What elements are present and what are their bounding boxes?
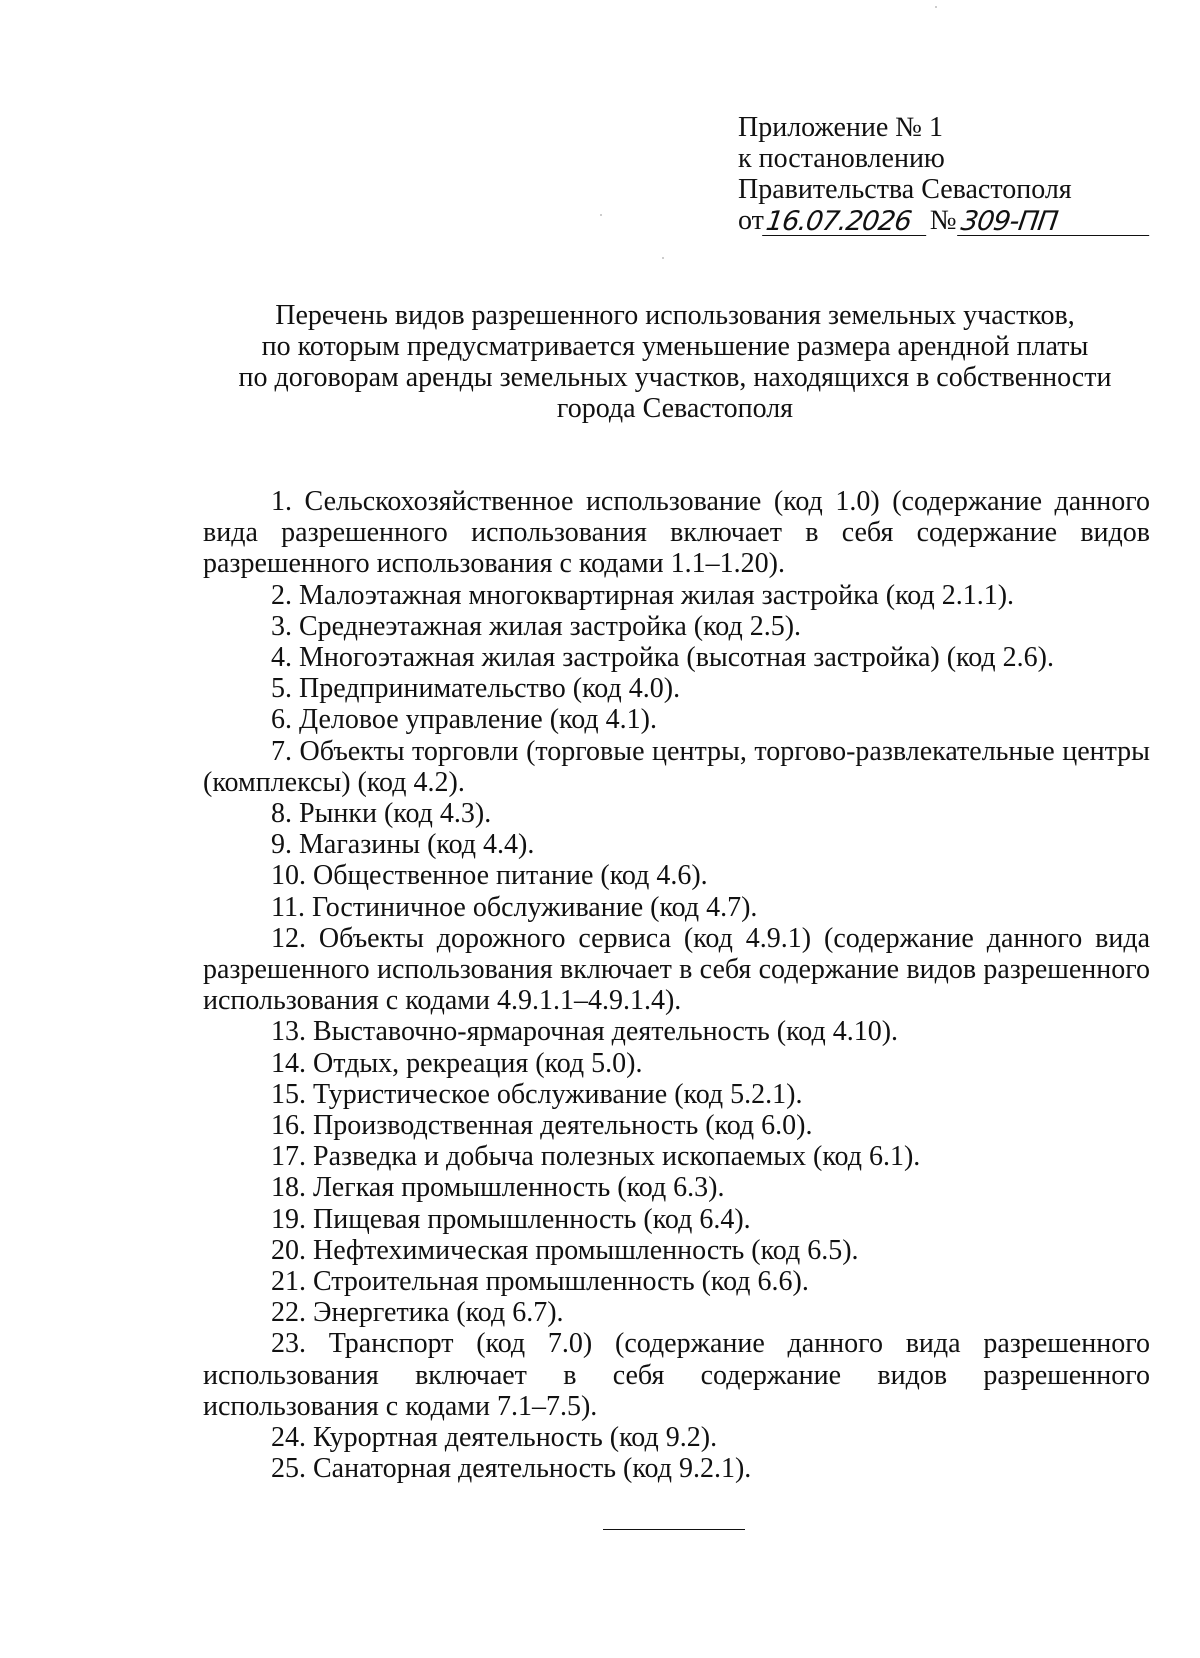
appendix-header bbox=[738, 112, 1158, 236]
list-item: 20. Нефтехимическая промышленность (код 6.5). bbox=[271, 1234, 859, 1266]
appendix-line-1: Приложение № 1 bbox=[738, 112, 943, 143]
list-item: 9. Магазины (код 4.4). bbox=[271, 829, 535, 861]
list-item: 10. Общественное питание (код 4.6). bbox=[271, 860, 708, 892]
list-item: 2. Малоэтажная многоквартирная жилая застройка (код 2.1.1). bbox=[271, 579, 1015, 611]
list-item: 21. Строительная промышленность (код 6.6). bbox=[271, 1266, 809, 1298]
list-item: 4. Многоэтажная жилая застройка (высотная застройка) (код 2.6). bbox=[271, 642, 1054, 674]
list-item: 17. Разведка и добыча полезных ископаемых (код 6.1). bbox=[271, 1141, 921, 1173]
title-line-1: Перечень видов разрешенного использования земельных участков, bbox=[275, 300, 1075, 331]
title-line-3: по договорам аренды земельных участков, находящихся в собственности bbox=[238, 362, 1112, 393]
list-item: 22. Энергетика (код 6.7). bbox=[271, 1297, 564, 1329]
list-item: 16. Производственная деятельность (код 6.0). bbox=[271, 1110, 813, 1142]
list-item: 11. Гостиничное обслуживание (код 4.7). bbox=[271, 891, 758, 923]
title-line-2: по которым предусматривается уменьшение размера арендной платы bbox=[261, 331, 1089, 362]
list-item: 24. Курортная деятельность (код 9.2). bbox=[271, 1422, 718, 1454]
appendix-line-3: Правительства Севастополя bbox=[738, 174, 1072, 205]
list-item: 14. Отдых, рекреация (код 5.0). bbox=[271, 1047, 643, 1079]
land-use-list bbox=[203, 486, 1150, 1485]
list-item: 3. Среднеэтажная жилая застройка (код 2.5). bbox=[271, 610, 802, 642]
list-item: 8. Рынки (код 4.3). bbox=[271, 798, 492, 830]
list-item: 5. Предпринимательство (код 4.0). bbox=[271, 673, 681, 705]
list-item: 1. Сельскохозяйственное использование (код 1.0) (содержание данного вида разрешенного использования включает в себя содержание видов разрешенного использования с кодами 1.1–1.20). bbox=[203, 486, 1150, 580]
list-item: 6. Деловое управление (код 4.1). bbox=[271, 704, 657, 736]
document-title bbox=[200, 300, 1150, 424]
list-item: 18. Легкая промышленность (код 6.3). bbox=[271, 1172, 725, 1204]
list-item: 7. Объекты торговли (торговые центры, торгово-развлекательные центры (комплексы) (код 4.2). bbox=[203, 735, 1150, 798]
appendix-line-2: к постановлению bbox=[738, 143, 945, 174]
end-of-document-rule bbox=[603, 1529, 745, 1530]
scan-speck bbox=[935, 6, 937, 8]
appendix-date-number-line bbox=[738, 205, 1158, 236]
title-line-4: города Севастополя bbox=[556, 393, 794, 424]
list-item: 25. Санаторная деятельность (код 9.2.1). bbox=[271, 1453, 752, 1485]
handwritten-number: 309-ПП bbox=[957, 209, 1153, 236]
from-label: от bbox=[738, 205, 764, 236]
list-item: 23. Транспорт (код 7.0) (содержание данного вида разрешенного использования включает в себя содержание видов разрешенного использования с кодами 7.1–7.5). bbox=[203, 1328, 1150, 1422]
number-label: № bbox=[929, 205, 957, 236]
scan-speck bbox=[662, 257, 664, 259]
list-item: 19. Пищевая промышленность (код 6.4). bbox=[271, 1203, 751, 1235]
list-item: 13. Выставочно-ярмарочная деятельность (код 4.10). bbox=[271, 1016, 899, 1048]
handwritten-date: 16.07.2026 bbox=[762, 209, 930, 236]
list-item: 12. Объекты дорожного сервиса (код 4.9.1) (содержание данного вида разрешенного использования включает в себя содержание видов разрешенного использования с кодами 4.9.1.1–4.9.1.4). bbox=[203, 922, 1150, 1017]
scan-speck bbox=[600, 214, 602, 216]
list-item: 15. Туристическое обслуживание (код 5.2.1). bbox=[271, 1078, 803, 1110]
